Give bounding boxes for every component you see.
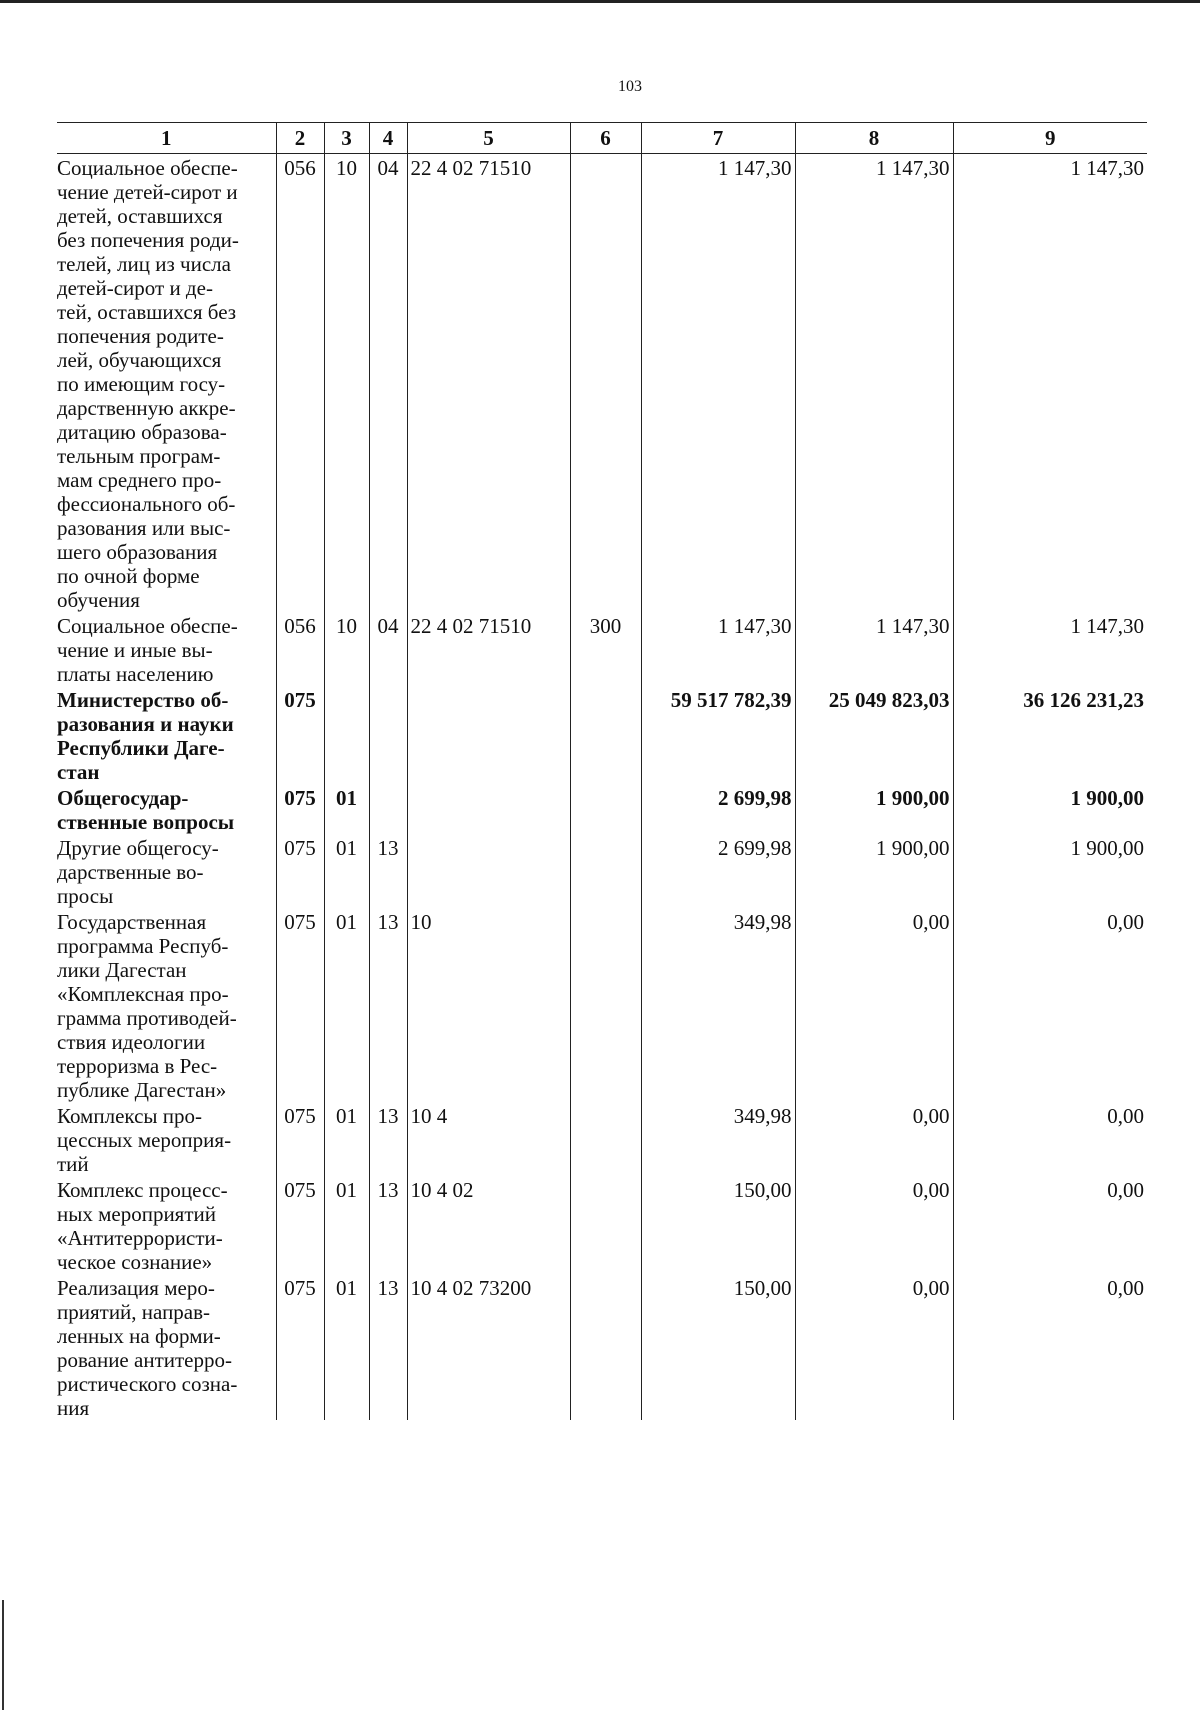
ministry-code: 075 <box>276 1274 324 1420</box>
table-row <box>57 1274 1147 1420</box>
header-cell: 4 <box>369 123 407 154</box>
ministry-code: 075 <box>276 834 324 908</box>
row-name-line: ленных на форми- <box>57 1324 221 1348</box>
section-code: 01 <box>324 908 369 1102</box>
ministry-code: 056 <box>276 154 324 613</box>
target-article-code <box>407 686 570 784</box>
subsection-code <box>369 686 407 784</box>
amount-col-9: 0,00 <box>953 1274 1147 1420</box>
row-name-line: тей, оставшихся без <box>57 300 237 324</box>
target-article-code <box>407 834 570 908</box>
row-name-line: Социальное обеспе- <box>57 614 238 638</box>
row-name-line: разования и науки <box>57 712 234 736</box>
header-cell: 2 <box>276 123 324 154</box>
section-code: 01 <box>324 784 369 834</box>
ministry-code: 075 <box>276 784 324 834</box>
section-code: 01 <box>324 1176 369 1274</box>
header-cell: 6 <box>570 123 641 154</box>
amount-col-9: 36 126 231,23 <box>953 686 1147 784</box>
row-name-cell <box>57 154 276 613</box>
amount-col-7: 59 517 782,39 <box>641 686 795 784</box>
ministry-code: 075 <box>276 1176 324 1274</box>
expense-type-code: 300 <box>570 612 641 686</box>
amount-col-7: 2 699,98 <box>641 834 795 908</box>
row-name-line: тий <box>57 1152 89 1176</box>
row-name-line: детей, оставшихся <box>57 204 223 228</box>
row-name-line: рование антитерро- <box>57 1348 232 1372</box>
table-row <box>57 908 1147 1102</box>
row-name-line: Комплексы про- <box>57 1104 202 1128</box>
budget-table <box>57 122 1147 1420</box>
subsection-code: 04 <box>369 154 407 613</box>
row-name-line: детей-сирот и де- <box>57 276 213 300</box>
amount-col-8: 0,00 <box>795 1274 953 1420</box>
subsection-code: 04 <box>369 612 407 686</box>
row-name-line: Реализация меро- <box>57 1276 215 1300</box>
row-name-line: по имеющим госу- <box>57 372 226 396</box>
row-name-line: Комплекс процесс- <box>57 1178 228 1202</box>
row-name-line: Министерство об- <box>57 688 229 712</box>
amount-col-7: 2 699,98 <box>641 784 795 834</box>
section-code: 10 <box>324 154 369 613</box>
row-name-line: разования или выс- <box>57 516 231 540</box>
row-name-line: по очной форме <box>57 564 200 588</box>
target-article-code: 22 4 02 71510 <box>407 612 570 686</box>
row-name-line: Государственная <box>57 910 207 934</box>
expense-type-code <box>570 834 641 908</box>
table-row <box>57 154 1147 613</box>
row-name-line: программа Респуб- <box>57 934 229 958</box>
row-name-line: Другие общегосу- <box>57 836 219 860</box>
row-name-line: шего образования <box>57 540 218 564</box>
row-name-line: публике Дагестан» <box>57 1078 227 1102</box>
amount-col-9: 0,00 <box>953 908 1147 1102</box>
amount-col-9: 0,00 <box>953 1102 1147 1176</box>
header-cell: 1 <box>57 123 276 154</box>
row-name-line: чение и иные вы- <box>57 638 213 662</box>
amount-col-9: 1 147,30 <box>953 612 1147 686</box>
header-cell: 3 <box>324 123 369 154</box>
section-code: 01 <box>324 1274 369 1420</box>
row-name-cell <box>57 1274 276 1420</box>
amount-col-7: 349,98 <box>641 908 795 1102</box>
amount-col-8: 0,00 <box>795 1176 953 1274</box>
table-row <box>57 686 1147 784</box>
row-name-line: цессных мероприя- <box>57 1128 232 1152</box>
table-row <box>57 784 1147 834</box>
row-name-line: чение детей-сирот и <box>57 180 238 204</box>
amount-col-7: 1 147,30 <box>641 612 795 686</box>
section-code: 01 <box>324 1102 369 1176</box>
subsection-code: 13 <box>369 1102 407 1176</box>
row-name-line: попечения родите- <box>57 324 224 348</box>
amount-col-9: 1 900,00 <box>953 784 1147 834</box>
row-name-line: мам среднего про- <box>57 468 222 492</box>
subsection-code: 13 <box>369 1274 407 1420</box>
amount-col-7: 1 147,30 <box>641 154 795 613</box>
subsection-code: 13 <box>369 834 407 908</box>
target-article-code: 10 4 02 <box>407 1176 570 1274</box>
subsection-code: 13 <box>369 908 407 1102</box>
amount-col-8: 1 900,00 <box>795 784 953 834</box>
target-article-code: 22 4 02 71510 <box>407 154 570 613</box>
row-name-line: телей, лиц из числа <box>57 252 231 276</box>
section-code: 01 <box>324 834 369 908</box>
row-name-cell <box>57 1176 276 1274</box>
row-name-line: приятий, направ- <box>57 1300 211 1324</box>
expense-type-code <box>570 154 641 613</box>
expense-type-code <box>570 1176 641 1274</box>
table-row <box>57 1102 1147 1176</box>
row-name-line: ственные вопросы <box>57 810 235 834</box>
target-article-code: 10 4 <box>407 1102 570 1176</box>
row-name-cell <box>57 1102 276 1176</box>
header-cell: 8 <box>795 123 953 154</box>
row-name-line: дитацию образова- <box>57 420 227 444</box>
table-row <box>57 1176 1147 1274</box>
row-name-line: стан <box>57 760 100 784</box>
row-name-cell <box>57 784 276 834</box>
row-name-cell <box>57 908 276 1102</box>
amount-col-8: 0,00 <box>795 908 953 1102</box>
section-code <box>324 686 369 784</box>
row-name-line: дарственную аккре- <box>57 396 236 420</box>
target-article-code: 10 <box>407 908 570 1102</box>
left-scan-edge <box>2 1600 4 1710</box>
row-name-line: лики Дагестан <box>57 958 187 982</box>
amount-col-7: 349,98 <box>641 1102 795 1176</box>
subsection-code <box>369 784 407 834</box>
row-name-line: грамма противодей- <box>57 1006 237 1030</box>
expense-type-code <box>570 1102 641 1176</box>
row-name-cell <box>57 686 276 784</box>
ministry-code: 075 <box>276 1102 324 1176</box>
row-name-line: лей, обучающихся <box>57 348 222 372</box>
expense-type-code <box>570 908 641 1102</box>
header-cell: 9 <box>953 123 1147 154</box>
expense-type-code <box>570 784 641 834</box>
amount-col-8: 25 049 823,03 <box>795 686 953 784</box>
row-name-line: «Антитеррористи- <box>57 1226 223 1250</box>
row-name-line: фессионального об- <box>57 492 236 516</box>
table-row <box>57 612 1147 686</box>
header-row <box>57 123 1147 154</box>
top-border-line <box>0 0 1200 3</box>
page-number: 103 <box>618 78 642 95</box>
row-name-line: ных мероприятий <box>57 1202 216 1226</box>
target-article-code <box>407 784 570 834</box>
row-name-line: просы <box>57 884 114 908</box>
row-name-line: без попечения роди- <box>57 228 239 252</box>
subsection-code: 13 <box>369 1176 407 1274</box>
ministry-code: 075 <box>276 686 324 784</box>
amount-col-9: 1 147,30 <box>953 154 1147 613</box>
amount-col-7: 150,00 <box>641 1176 795 1274</box>
header-cell: 5 <box>407 123 570 154</box>
amount-col-8: 1 147,30 <box>795 154 953 613</box>
expense-type-code <box>570 1274 641 1420</box>
row-name-line: ческое сознание» <box>57 1250 213 1274</box>
row-name-line: терроризма в Рес- <box>57 1054 218 1078</box>
amount-col-9: 1 900,00 <box>953 834 1147 908</box>
row-name-line: Социальное обеспе- <box>57 156 238 180</box>
row-name-line: ствия идеологии <box>57 1030 206 1054</box>
table-row <box>57 834 1147 908</box>
row-name-line: ния <box>57 1396 90 1420</box>
row-name-line: «Комплексная про- <box>57 982 229 1006</box>
header-cell: 7 <box>641 123 795 154</box>
ministry-code: 056 <box>276 612 324 686</box>
row-name-line: тельным програм- <box>57 444 221 468</box>
target-article-code: 10 4 02 73200 <box>407 1274 570 1420</box>
expense-type-code <box>570 686 641 784</box>
amount-col-8: 0,00 <box>795 1102 953 1176</box>
row-name-cell <box>57 612 276 686</box>
amount-col-8: 1 147,30 <box>795 612 953 686</box>
amount-col-8: 1 900,00 <box>795 834 953 908</box>
row-name-line: Общегосудар- <box>57 786 189 810</box>
row-name-cell <box>57 834 276 908</box>
row-name-line: Республики Даге- <box>57 736 225 760</box>
amount-col-7: 150,00 <box>641 1274 795 1420</box>
row-name-line: дарственные во- <box>57 860 204 884</box>
row-name-line: ристического созна- <box>57 1372 238 1396</box>
row-name-line: обучения <box>57 588 140 612</box>
section-code: 10 <box>324 612 369 686</box>
amount-col-9: 0,00 <box>953 1176 1147 1274</box>
ministry-code: 075 <box>276 908 324 1102</box>
row-name-line: платы населению <box>57 662 214 686</box>
